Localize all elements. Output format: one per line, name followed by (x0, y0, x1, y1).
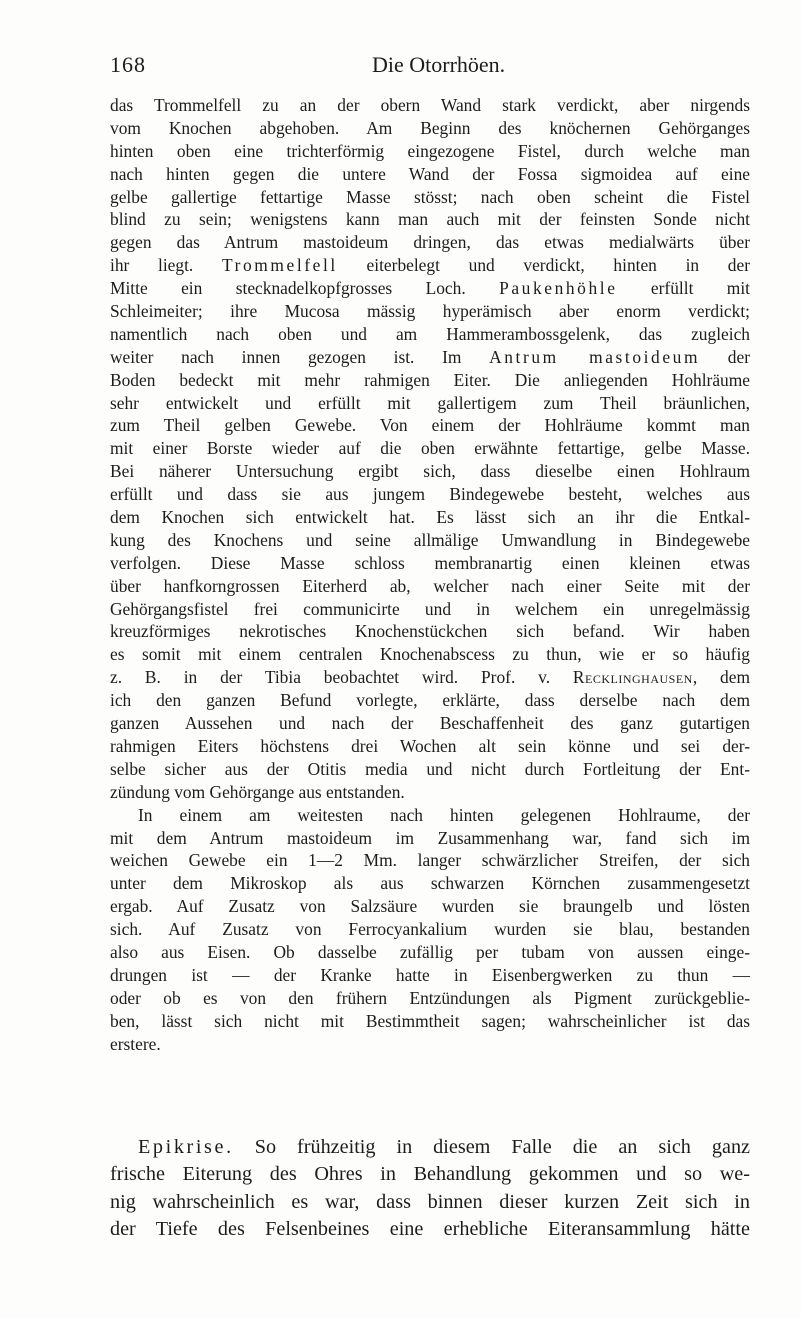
body-text-run: hinten oben eine trichterförmig eingezogene Fistel, durch welche man (110, 140, 750, 161)
body-text-run: In einem am weitesten nach hinten gelegenen Hohlraume, der (138, 804, 750, 825)
body-line (110, 208, 750, 231)
body-text-run: ihr liegt. (110, 255, 222, 276)
body-line (110, 918, 750, 941)
body-text-run: Antrum mastoideum (489, 346, 701, 367)
body-text-run: kreuzförmiges nekrotisches Knochenstückchen sich befand. Wir haben (110, 621, 750, 642)
body-text-run: blind zu sein; wenigstens kann man auch mit der feinsten Sonde nicht (110, 209, 750, 230)
body-text-run: also aus Eisen. Ob dasselbe zufällig per tubam von aussen einge- (110, 941, 750, 962)
epikrise-text-run: frische Eiterung des Ohres in Behandlung gekommen und so we- (110, 1163, 750, 1186)
body-text-run: Mitte ein stecknadelkopfgrosses Loch. (110, 278, 500, 299)
body-line (110, 758, 750, 781)
epikrise-line (110, 1189, 750, 1216)
body-line (110, 254, 750, 277)
body-line (110, 735, 750, 758)
body-text-run: rahmigen Eiters höchstens drei Wochen alt sein könne und sei der- (110, 735, 750, 756)
body-line (110, 941, 750, 964)
body-line (110, 437, 750, 460)
body-line (110, 117, 750, 140)
body-text-run: ich den ganzen Befund vorlegte, erklärte, dass derselbe nach dem (110, 690, 750, 711)
body-text-run: erfüllt und dass sie aus jungem Bindegewebe besteht, welches aus (110, 484, 750, 505)
body-line (110, 414, 750, 437)
body-line (110, 712, 750, 735)
body-text-run: ben, lässt sich nicht mit Bestimmtheit sagen; wahrscheinlicher ist das (110, 1010, 750, 1031)
body-line (110, 575, 750, 598)
body-text-run: Paukenhöhle (499, 278, 618, 299)
body-text-run: erstere. (110, 1033, 161, 1054)
epikrise-line (110, 1134, 750, 1161)
body-text-run: nach hinten gegen die untere Wand der Fossa sigmoidea auf eine (110, 163, 750, 184)
body-text-run: unter dem Mikroskop als aus schwarzen Körnchen zusammengesetzt (110, 873, 750, 894)
body-text-run: es somit mit einem centralen Knochenabscess zu thun, wie er so häufig (110, 644, 750, 665)
epikrise-text-run: So frühzeitig in diesem Falle die an sich ganz (233, 1136, 750, 1158)
body-line (110, 689, 750, 712)
body-text-run: oder ob es von den frühern Entzündungen als Pigment zurückgeblie- (110, 987, 750, 1008)
body-text-run: mit einer Borste wieder auf die oben erwähnte fettartige, gelbe Masse. (110, 438, 750, 459)
body-text-run: weiter nach innen gezogen ist. Im (110, 346, 490, 367)
body-text-run: vom Knochen abgehoben. Am Beginn des knöchernen Gehörganges (110, 117, 750, 138)
body-text-run: kung des Knochens und seine allmälige Umwandlung in Bindegewebe (110, 529, 750, 550)
body-text-run: , dem (692, 667, 750, 688)
body-text-run: zündung vom Gehörgange aus entstanden. (110, 781, 405, 802)
body-line (110, 1033, 750, 1056)
body-line (110, 598, 750, 621)
page-header (110, 50, 750, 80)
body-text-run: namentlich nach oben und am Hammerambossgelenk, das zugleich (110, 323, 750, 344)
body-text-run: gegen das Antrum mastoideum dringen, das etwas medialwärts über (110, 232, 750, 253)
body-line (110, 804, 750, 827)
body-text-run: Boden bedeckt mit mehr rahmigen Eiter. Die anliegenden Hohlräume (110, 369, 750, 390)
body-text-run: z. B. in der Tibia beobachtet wird. Prof. v. (110, 667, 573, 688)
body-line (110, 277, 750, 300)
body-text-run: verfolgen. Diese Masse schloss membranartig einen kleinen etwas (110, 552, 750, 573)
body-line (110, 552, 750, 575)
epikrise-text-run: nig wahrscheinlich es war, dass binnen dieser kurzen Zeit sich in (110, 1190, 750, 1213)
body-text-run: weichen Gewebe ein 1—2 Mm. langer schwärzlicher Streifen, der sich (110, 850, 750, 871)
body-text-run: das Trommelfell zu an der obern Wand stark verdickt, aber nirgends (110, 95, 750, 115)
body-text-run: mit dem Antrum mastoideum im Zusammenhang war, fand sich im (110, 827, 750, 848)
epikrise-line (110, 1216, 750, 1243)
epikrise-paragraph (110, 1134, 750, 1243)
body-text-run: eiterbelegt und verdickt, hinten in der (337, 255, 750, 276)
body-text-run: dem Knochen sich entwickelt hat. Es lässt sich an ihr die Entkal- (110, 507, 750, 528)
body-line (110, 506, 750, 529)
body-text-run: zum Theil gelben Gewebe. Von einem der Hohlräume kommt man (110, 415, 750, 436)
body-line (110, 620, 750, 643)
body-text-run: Bei näherer Untersuchung ergibt sich, dass dieselbe einen Hohlraum (110, 461, 750, 482)
body-line (110, 94, 750, 117)
body-text-run: erfüllt mit (617, 278, 750, 299)
body-line (110, 529, 750, 552)
running-head: Die Otorrhöen. (372, 52, 506, 77)
body-text-run: sehr entwickelt und erfüllt mit gallertigem zum Theil bräunlichen, (110, 392, 750, 413)
body-text-run: Trommelfell (221, 255, 338, 276)
body-text-run: drungen ist — der Kranke hatte in Eisenbergwerken zu thun — (110, 964, 750, 985)
body-text-run: selbe sicher aus der Otitis media und nicht durch Fortleitung der Ent- (110, 758, 750, 779)
body-line (110, 849, 750, 872)
body-text-run: über hanfkorngrossen Eiterherd ab, welcher nach einer Seite mit der (110, 575, 750, 596)
body-text-run: gelbe gallertige fettartige Masse stösst; nach oben scheint die Fistel (110, 186, 750, 207)
body-text-run: ganzen Aussehen und nach der Beschaffenheit des ganz gutartigen (110, 713, 750, 734)
body-line (110, 987, 750, 1010)
body-line (110, 300, 750, 323)
body-line (110, 895, 750, 918)
body-line (110, 369, 750, 392)
epikrise-text-run: der Tiefe des Felsenbeines eine erhebliche Eiteransammlung hätte (110, 1217, 750, 1240)
body-line (110, 872, 750, 895)
epikrise-text-run: Epikrise. (138, 1136, 234, 1158)
body-text-run: Recklinghausen (572, 667, 693, 688)
body-line (110, 483, 750, 506)
body-text-run: ergab. Auf Zusatz von Salzsäure wurden sie braungelb und lösten (110, 896, 750, 917)
body-line (110, 163, 750, 186)
body-line (110, 666, 750, 689)
body-line (110, 140, 750, 163)
body-text-run: sich. Auf Zusatz von Ferrocyankalium wurden sie blau, bestanden (110, 919, 750, 940)
page-number: 168 (110, 52, 146, 77)
body-line (110, 346, 750, 369)
body-line (110, 392, 750, 415)
body-line (110, 231, 750, 254)
body-line (110, 323, 750, 346)
body-text-run: Gehörgangsfistel frei communicirte und in welchem ein unregelmässig (110, 598, 750, 619)
body-text-run: Schleimeiter; ihre Mucosa mässig hyperämisch aber enorm verdickt; (110, 301, 750, 322)
body-text-run: der (700, 346, 750, 367)
body-line (110, 781, 750, 804)
body-line (110, 827, 750, 850)
body-line (110, 460, 750, 483)
body-line (110, 186, 750, 209)
case-report-text (110, 94, 750, 1055)
body-line (110, 964, 750, 987)
body-line (110, 643, 750, 666)
epikrise-line (110, 1161, 750, 1188)
body-line (110, 1010, 750, 1033)
